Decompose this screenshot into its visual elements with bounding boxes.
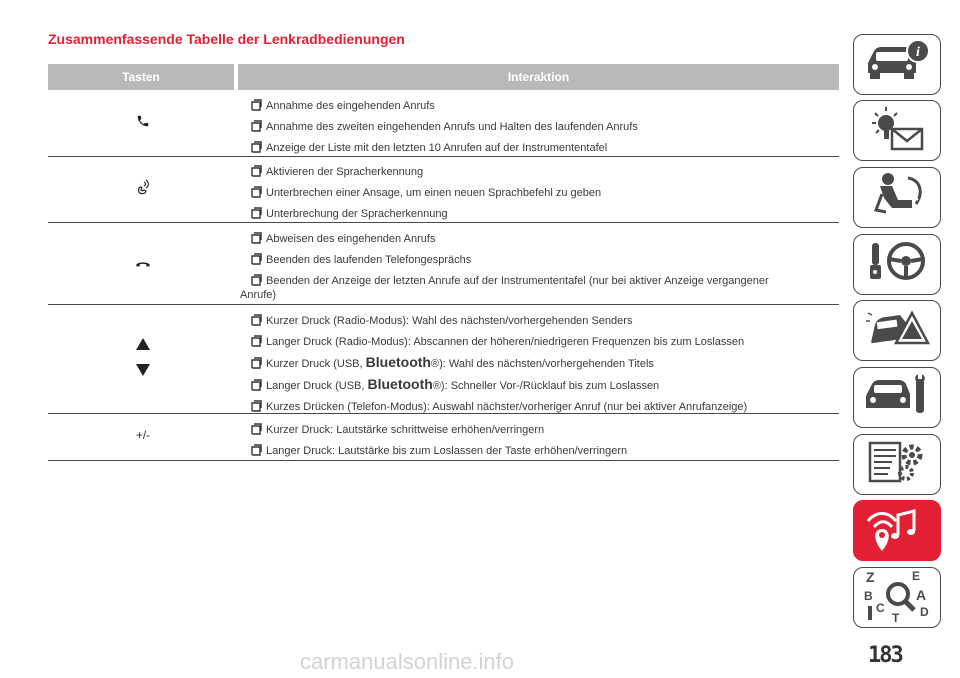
list-item: Langer Druck: Lautstärke bis zum Loslassen der Taste erhöhen/verringern [250,441,839,462]
list-item: Beenden der Anzeige der letzten Anrufe auf der Instrumententafel (nur bei aktiver Anzeige vergangener [250,271,839,288]
svg-text:D: D [920,605,929,619]
interaction-cell [48,223,839,304]
table-header [48,64,839,90]
tab-maintenance[interactable] [853,367,941,428]
index-az-icon [862,568,932,627]
list-item: Kurzer Druck (Radio-Modus): Wahl des nächsten/vorhergehenden Senders [250,311,839,332]
interaction-cell [48,305,839,413]
list-item: Aktivieren der Spracherkennung [250,162,839,183]
checkbox-icon [250,232,262,244]
header-keys: Tasten [122,70,160,84]
checkbox-icon [250,207,262,219]
checkbox-icon [250,186,262,198]
multimedia-icon [862,503,932,558]
list-item: Beenden des laufenden Telefongesprächs [250,250,839,271]
svg-text:E: E [912,569,921,583]
checkbox-icon [250,120,262,132]
list-item: Unterbrechung der Spracherkennung [250,204,839,225]
bluetooth-label: Bluetooth [367,376,433,392]
list-item: Kurzer Druck: Lautstärke schrittweise erhöhen/verringern [250,420,839,441]
warning-lights-icon [862,103,932,158]
tab-start-drive[interactable] [853,234,941,295]
list-item: Kurzes Drücken (Telefon-Modus): Auswahl nächster/vorheriger Anruf (nur bei aktiver Anrufanzeige) [250,397,839,418]
list-item: Kurzer Druck (USB, Bluetooth®): Wahl des nächsten/vorhergehenden Titels [250,353,839,375]
bluetooth-label: Bluetooth [365,354,431,370]
interaction-cell [48,157,839,222]
tab-index[interactable] [853,567,941,628]
watermark: carmanualsonline.info [300,649,515,674]
page-title: Zusammenfassende Tabelle der Lenkradbedienungen [48,31,405,47]
tab-warning-lights[interactable] [853,100,941,161]
table-row [48,90,839,157]
tab-emergency[interactable] [853,300,941,361]
tab-car-info[interactable] [853,34,941,95]
checkbox-icon [250,444,262,456]
safety-seat-icon [862,170,932,225]
list-item-continuation: Anrufe) [240,289,277,301]
table-row [48,414,839,461]
checkbox-icon [250,274,262,286]
interaction-cell [48,90,839,156]
list-item: Annahme des zweiten eingehenden Anrufs und Halten des laufenden Anrufs [250,117,839,138]
page-number: 183 [868,643,902,668]
tab-safety[interactable] [853,167,941,228]
checkbox-icon [250,379,262,391]
checkbox-icon [250,314,262,326]
car-maintenance-icon [862,370,932,425]
car-info-icon [862,39,932,90]
list-item: Langer Druck (Radio-Modus): Abscannen der höheren/niedrigeren Frequenzen bis zum Loslassen [250,332,839,353]
checkbox-icon [250,335,262,347]
svg-text:A: A [916,587,927,603]
header-interaction: Interaktion [507,70,570,84]
list-item: Unterbrechen einer Ansage, um einen neuen Sprachbefehl zu geben [250,183,839,204]
interaction-cell [48,414,839,460]
checkbox-icon [250,99,262,111]
steering-controls-table [48,64,839,461]
table-row [48,223,839,305]
steering-key-icon [862,237,932,292]
breakdown-icon [862,303,932,358]
svg-text:B: B [864,589,873,603]
checkbox-icon [250,423,262,435]
svg-text:i: i [916,45,920,60]
list-item: Abweisen des eingehenden Anrufs [250,229,839,250]
checkbox-icon [250,165,262,177]
volume-key-label: +/- [135,428,151,442]
list-item: Annahme des eingehenden Anrufs [250,96,839,117]
tab-technical-data[interactable] [853,434,941,495]
tab-multimedia[interactable] [853,500,941,561]
list-item: Anzeige der Liste mit den letzten 10 Anrufen auf der Instrumententafel [250,138,839,159]
table-row [48,157,839,223]
table-row [48,305,839,414]
technical-data-icon [862,437,932,492]
checkbox-icon [250,253,262,265]
svg-text:T: T [892,611,900,622]
svg-text:C: C [876,601,885,615]
checkbox-icon [250,141,262,153]
list-item: Langer Druck (USB, Bluetooth®): Schneller Vor-/Rücklauf bis zum Loslassen [250,375,839,397]
checkbox-icon [250,357,262,369]
checkbox-icon [250,400,262,412]
svg-text:Z: Z [866,569,875,585]
